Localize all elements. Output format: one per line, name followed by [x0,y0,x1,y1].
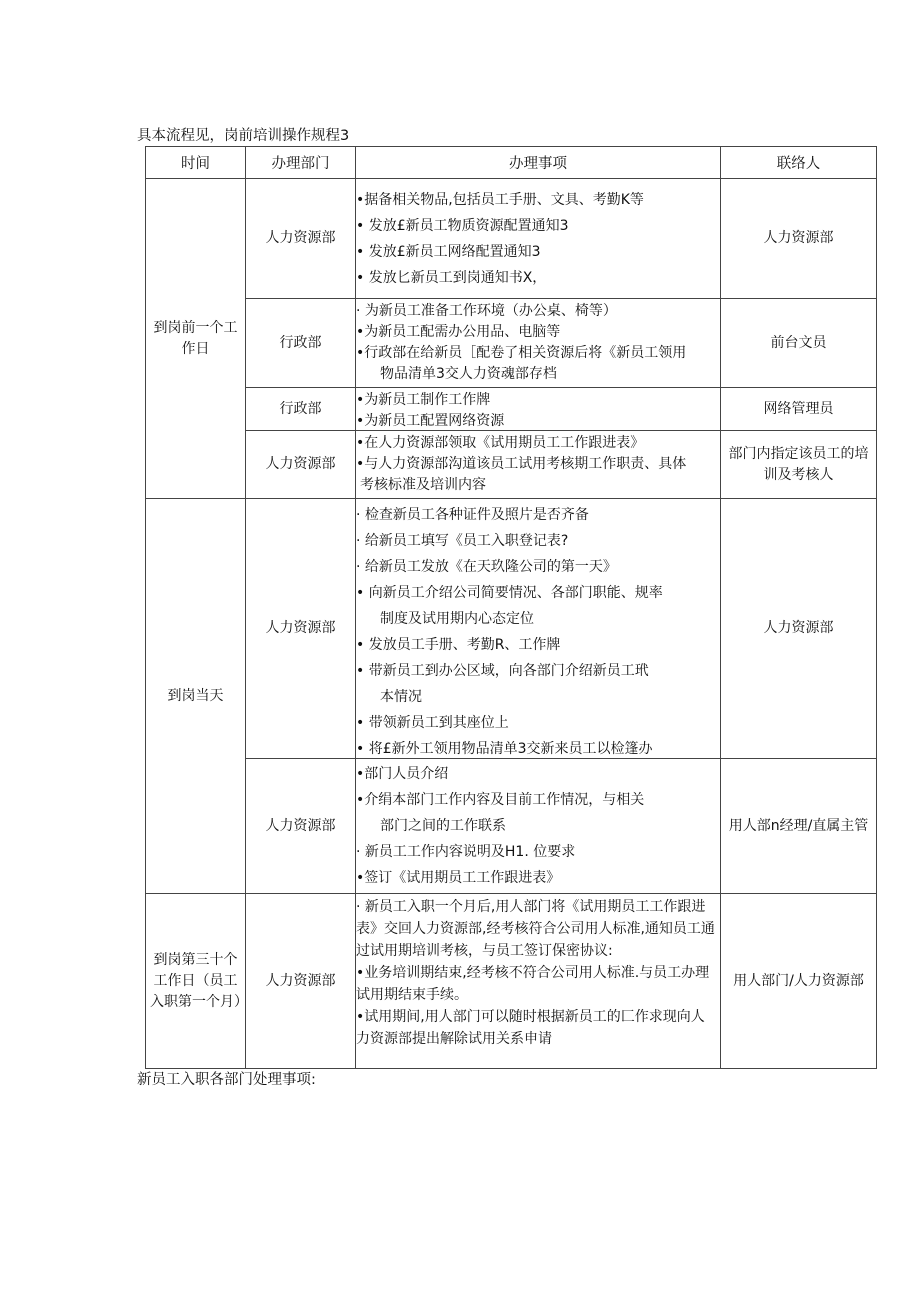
list-item: •试用期间,用人部门可以随时根据新员工的匚作求现向人力资源部提出解除试用关系申请 [356,1009,705,1047]
outro-text: 新员工入职各部门处理事项: [137,1072,316,1088]
contact-cell: 网络管理员 [721,388,877,431]
table-row [146,179,877,299]
dept-cell: 人力资源部 [246,431,356,499]
list-item: •部门人员介绍 [356,766,449,782]
list-item: 本情况 [380,688,422,705]
list-item: •为新员工配需办公用品、电脑等 [356,324,561,340]
header-contact: 联络人 [721,147,877,179]
list-item: · 给新员工填写《员工入职登记表? [356,532,569,549]
items-cell [356,499,721,759]
items-cell [356,388,721,431]
dept-cell: 行政部 [246,388,356,431]
contact-cell: 前台文员 [721,299,877,388]
onboarding-table [145,146,877,1069]
list-item: • 发放£新员工物质资源配置通知3 [356,217,569,234]
list-item: · 给新员工发放《在天玖隆公司的第一天》 [356,558,617,575]
stage-time-cell: 到岗前一个工作日 [146,179,246,499]
list-item: •为新员工配置网络资源 [356,413,505,428]
dept-cell: 人力资源部 [246,179,356,299]
list-item: •与人力资源部沟道该员工试用考核期工作职责、具体 [356,456,687,472]
list-item: • 将£新外工领用物品清单3交新来员工以检篷办 [356,740,653,756]
dept-cell: 人力资源部 [246,894,356,1069]
list-item: 考核标准及培训内容 [360,477,486,493]
dept-cell: 人力资源部 [246,759,356,894]
list-item: •据备相关物品,包括员工手册、文具、考勤K等 [356,191,644,208]
items-cell [356,299,721,388]
list-item: · 检查新员工各种证件及照片是否齐备 [356,506,589,523]
contact-cell: 人力资源部 [721,179,877,299]
items-cell [356,759,721,894]
items-cell [356,179,721,299]
table-row [146,431,877,499]
dept-cell: 人力资源部 [246,499,356,759]
list-item: • 带领新员工到其座位上 [356,714,509,731]
list-item: • 向新员工介绍公司简要情况、各部门职能、规率 [356,584,663,601]
list-item: · 新员工入职一个月后,用人部门将《试用期员工工作跟进表》交回人力资源部,经考核符合公司用人标准,通知员工通过试用期培训考核，与员工签订保密协议: [356,899,715,959]
items-cell [356,894,721,1069]
intro-text: 具本流程见，岗前培训操作规程3 [137,128,350,144]
list-item: •介绢本部门工作内容及目前工作情况，与相关 [356,792,645,808]
list-item: 制度及试用期内心态定位 [380,610,534,627]
table-header-row [146,147,877,179]
list-item: 物品清单3交人力资魂部存档 [380,366,557,382]
stage-time-cell: 到岗当天 [146,499,246,894]
contact-cell: 用人部n经理/直属主管 [721,759,877,894]
list-item: •为新员工制作工作牌 [356,392,491,408]
header-time: 时间 [146,147,246,179]
list-item: · 为新员工准备工作环境（办公桌、椅等） [356,303,617,319]
list-item: · 新员工工作内容说明及H1. 位要求 [356,844,576,860]
list-item: •业务培训期结束,经考核不符合公司用人标准.与员工办理试用期结束手续。 [356,965,710,1003]
table-row [146,894,877,1069]
table-row [146,388,877,431]
items-cell [356,431,721,499]
header-items: 办理事项 [356,147,721,179]
stage-time-cell: 到岗第三十个工作日（员工入职第一个月） [146,894,246,1069]
list-item: •行政部在给新员［配卷了相关资源后将《新员工领用 [356,345,687,361]
contact-cell: 部门内指定该员工的培训及考核人 [721,431,877,499]
header-dept: 办理部门 [246,147,356,179]
contact-cell: 人力资源部 [721,499,877,759]
list-item: • 发放£新员工网络配置通知3 [356,243,541,260]
list-item: • 发放匕新员工到岗通知书X， [356,269,547,286]
list-item: • 带新员工到办公区域，向各部门介绍新员工玳 [356,662,649,679]
contact-cell: 用人部门/人力资源部 [721,894,877,1069]
list-item: • 发放员工手册、考勤R、工作牌 [356,636,561,653]
table-row [146,759,877,894]
list-item: 部门之间的工作联系 [380,818,506,834]
list-item: •在人力资源部领取《试用期员工工作跟进表》 [356,435,645,451]
list-item: •签订《试用期员工工作跟进表》 [356,870,561,886]
table-row [146,499,877,759]
dept-cell: 行政部 [246,299,356,388]
table-row [146,299,877,388]
